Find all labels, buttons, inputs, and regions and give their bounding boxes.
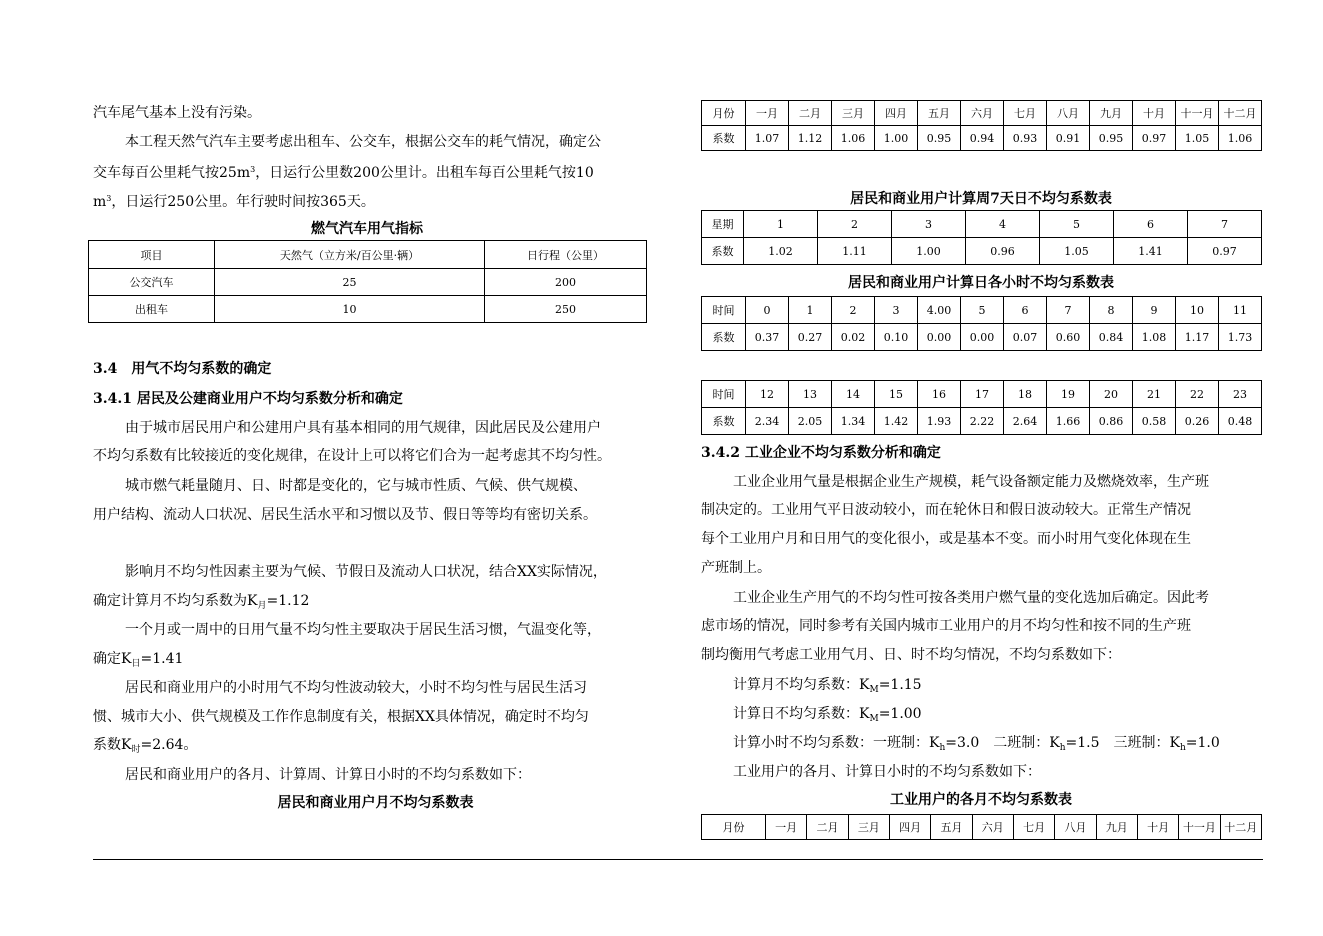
table-cell: 1 xyxy=(744,211,818,238)
table-cell: 1.41 xyxy=(1114,238,1188,265)
resident-hour-table-1 xyxy=(701,296,1262,351)
table-cell: 2.34 xyxy=(746,408,789,435)
table-cell: 十月 xyxy=(1137,815,1178,840)
table-cell: 三月 xyxy=(848,815,889,840)
section-heading: 3.4.1 居民及公建商业用户不均匀系数分析和确定 xyxy=(93,391,403,407)
table-cell: 1.08 xyxy=(1133,324,1176,351)
table-cell: 1.05 xyxy=(1040,238,1114,265)
table-cell: 一月 xyxy=(746,101,789,126)
table-cell: 十一月 xyxy=(1179,815,1220,840)
table-cell: 公交汽车 xyxy=(89,269,215,296)
paragraph-line: $m^3$，日运行250公里。年行驶时间按365天。 xyxy=(93,194,375,210)
table-cell: 0.02 xyxy=(832,324,875,351)
section-heading: 3.4.2 工业企业不均匀系数分析和确定 xyxy=(701,445,941,461)
table-cell: 0.07 xyxy=(1004,324,1047,351)
table-cell: 6 xyxy=(1004,297,1047,324)
table-cell: 1.73 xyxy=(1219,324,1262,351)
table-cell: 八月 xyxy=(1055,815,1096,840)
table-cell: 0.93 xyxy=(1004,126,1047,151)
table-cell: 十二月 xyxy=(1220,815,1261,840)
table-cell: 9 xyxy=(1133,297,1176,324)
table-cell: 0.91 xyxy=(1047,126,1090,151)
table-cell: 15 xyxy=(875,381,918,408)
table-cell: 6 xyxy=(1114,211,1188,238)
paragraph-line: 虑市场的情况，同时参考有关国内城市工业用户的月不均匀性和按不同的生产班 xyxy=(701,618,1191,634)
table-cell: 0.86 xyxy=(1090,408,1133,435)
paragraph-line: 不均匀系数有比较接近的变化规律，在设计上可以将它们合为一起考虑其不均匀性。 xyxy=(93,448,611,464)
table-cell: 六月 xyxy=(961,101,1004,126)
row-label: 月份 xyxy=(702,815,766,840)
table-header-cell: 天然气（立方米/百公里·辆） xyxy=(215,241,485,269)
table-cell: 0.27 xyxy=(789,324,832,351)
table-cell: 0.97 xyxy=(1188,238,1262,265)
table-header-cell: 项目 xyxy=(89,241,215,269)
vehicle-gas-table xyxy=(88,240,647,323)
table-cell: 1.00 xyxy=(892,238,966,265)
table-cell: 2 xyxy=(832,297,875,324)
table-cell: 16 xyxy=(918,381,961,408)
table-cell: 3 xyxy=(875,297,918,324)
table-cell: 0.94 xyxy=(961,126,1004,151)
paragraph-line: 居民和商业用户的各月、计算周、计算日小时的不均匀系数如下： xyxy=(125,767,531,783)
paragraph-line: 用户结构、流动人口状况、居民生活水平和习惯以及节、假日等等均有密切关系。 xyxy=(93,507,597,523)
table-cell: 1.66 xyxy=(1047,408,1090,435)
table-cell: 19 xyxy=(1047,381,1090,408)
table-cell: 7 xyxy=(1047,297,1090,324)
table-cell: 0.10 xyxy=(875,324,918,351)
table-cell: 七月 xyxy=(1013,815,1054,840)
footer-rule xyxy=(93,859,1263,860)
table-cell: 出租车 xyxy=(89,296,215,323)
vehicle-table-title: 燃气汽车用气指标 xyxy=(311,221,423,237)
paragraph-line: 产班制上。 xyxy=(701,560,771,576)
table-cell: 1.42 xyxy=(875,408,918,435)
paragraph-line: 确定计算月不均匀系数为$K_月=1.12$ xyxy=(93,593,310,611)
paragraph-line: 交车每百公里耗气按$25m^3$，日运行公里数200公里计。出租车每百公里耗气按10 xyxy=(93,165,594,181)
row-label: 系数 xyxy=(702,408,746,435)
table-cell: 25 xyxy=(215,269,485,296)
table-cell: 5 xyxy=(961,297,1004,324)
table-cell: 8 xyxy=(1090,297,1133,324)
paragraph-line: 计算月不均匀系数：$K_M=1.15$ xyxy=(733,677,922,695)
industrial-month-table xyxy=(701,814,1262,840)
table-cell: 一月 xyxy=(766,815,807,840)
paragraph-line: 制均衡用气考虑工业用气月、日、时不均匀情况，不均匀系数如下： xyxy=(701,647,1121,663)
table-cell: 1.06 xyxy=(832,126,875,151)
paragraph-line: 工业用户的各月、计算日小时的不均匀系数如下： xyxy=(733,764,1041,780)
table-cell: 2.64 xyxy=(1004,408,1047,435)
paragraph-line: 居民和商业用户的小时用气不均匀性波动较大，小时不均匀性与居民生活习 xyxy=(125,680,587,696)
table-cell: 二月 xyxy=(807,815,848,840)
row-label: 时间 xyxy=(702,297,746,324)
table-cell: 二月 xyxy=(789,101,832,126)
row-label: 月份 xyxy=(702,101,746,126)
table-cell: 0.48 xyxy=(1219,408,1262,435)
table-cell: 0.95 xyxy=(918,126,961,151)
row-label: 系数 xyxy=(702,238,744,265)
table-cell: 1.93 xyxy=(918,408,961,435)
row-label: 星期 xyxy=(702,211,744,238)
table-cell: 17 xyxy=(961,381,1004,408)
table-cell: 2 xyxy=(818,211,892,238)
table-cell: 1.06 xyxy=(1219,126,1262,151)
paragraph-line: 本工程天然气汽车主要考虑出租车、公交车，根据公交车的耗气情况，确定公 xyxy=(125,134,601,150)
section-heading: 3.4 用气不均匀系数的确定 xyxy=(93,361,272,377)
paragraph-line: 一个月或一周中的日用气量不均匀性主要取决于居民生活习惯，气温变化等， xyxy=(125,622,601,638)
table-cell: 0.26 xyxy=(1176,408,1219,435)
table-cell: 十月 xyxy=(1133,101,1176,126)
week-table-title: 居民和商业用户计算周7天日不均匀系数表 xyxy=(850,191,1112,207)
table-cell: 4.00 xyxy=(918,297,961,324)
table-cell: 0.84 xyxy=(1090,324,1133,351)
table-cell: 八月 xyxy=(1047,101,1090,126)
table-cell: 0.00 xyxy=(918,324,961,351)
table-cell: 0.00 xyxy=(961,324,1004,351)
table-cell: 7 xyxy=(1188,211,1262,238)
table-cell: 2.22 xyxy=(961,408,1004,435)
table-cell: 五月 xyxy=(931,815,972,840)
table-cell: 10 xyxy=(215,296,485,323)
table-cell: 12 xyxy=(746,381,789,408)
paragraph-line: 系数$K_时=2.64$。 xyxy=(93,737,198,755)
paragraph-line: 每个工业用户月和日用气的变化很小，或是基本不变。而小时用气变化体现在生 xyxy=(701,531,1191,547)
table-cell: 七月 xyxy=(1004,101,1047,126)
hour-table-title: 居民和商业用户计算日各小时不均匀系数表 xyxy=(848,275,1114,291)
table-cell: 1.11 xyxy=(818,238,892,265)
paragraph-line: 确定$K_日=1.41$ xyxy=(93,651,184,669)
table-cell: 14 xyxy=(832,381,875,408)
table-cell: 20 xyxy=(1090,381,1133,408)
table-cell: 11 xyxy=(1219,297,1262,324)
paragraph-line: 影响月不均匀性因素主要为气候、节假日及流动人口状况，结合XX实际情况， xyxy=(125,564,607,580)
paragraph-line: 计算日不均匀系数：$K_M=1.00$ xyxy=(733,706,922,724)
table-cell: 1.34 xyxy=(832,408,875,435)
table-cell: 九月 xyxy=(1096,815,1137,840)
table-cell: 250 xyxy=(485,296,647,323)
table-cell: 18 xyxy=(1004,381,1047,408)
paragraph-line: 城市燃气耗量随月、日、时都是变化的，它与城市性质、气候、供气规模、 xyxy=(125,478,587,494)
table-cell: 0.97 xyxy=(1133,126,1176,151)
row-label: 时间 xyxy=(702,381,746,408)
table-cell: 2.05 xyxy=(789,408,832,435)
table-cell: 13 xyxy=(789,381,832,408)
table-cell: 1.12 xyxy=(789,126,832,151)
resident-week-table xyxy=(701,210,1262,265)
paragraph-line: 工业企业生产用气的不均匀性可按各类用户燃气量的变化选加后确定。因此考 xyxy=(733,590,1209,606)
table-cell: 1.02 xyxy=(744,238,818,265)
resident-month-table xyxy=(701,100,1262,151)
paragraph-line: 工业企业用气量是根据企业生产规模，耗气设备额定能力及燃烧效率，生产班 xyxy=(733,474,1209,490)
table-cell: 0 xyxy=(746,297,789,324)
table-cell: 1.07 xyxy=(746,126,789,151)
table-cell: 22 xyxy=(1176,381,1219,408)
table-cell: 21 xyxy=(1133,381,1176,408)
table-cell: 四月 xyxy=(875,101,918,126)
table-cell: 十二月 xyxy=(1219,101,1262,126)
paragraph-line: 汽车尾气基本上没有污染。 xyxy=(93,105,261,121)
table-cell: 0.58 xyxy=(1133,408,1176,435)
table-cell: 0.95 xyxy=(1090,126,1133,151)
resident-hour-table-2 xyxy=(701,380,1262,435)
table-header-cell: 日行程（公里） xyxy=(485,241,647,269)
table-cell: 1 xyxy=(789,297,832,324)
table-cell: 十一月 xyxy=(1176,101,1219,126)
table-cell: 200 xyxy=(485,269,647,296)
industrial-table-title: 工业用户的各月不均匀系数表 xyxy=(890,792,1072,808)
table-cell: 23 xyxy=(1219,381,1262,408)
table-cell: 1.17 xyxy=(1176,324,1219,351)
table-cell: 五月 xyxy=(918,101,961,126)
table-cell: 1.00 xyxy=(875,126,918,151)
month-table-title: 居民和商业用户月不均匀系数表 xyxy=(277,795,474,811)
row-label: 系数 xyxy=(702,126,746,151)
table-cell: 0.96 xyxy=(966,238,1040,265)
table-cell: 0.37 xyxy=(746,324,789,351)
table-cell: 4 xyxy=(966,211,1040,238)
row-label: 系数 xyxy=(702,324,746,351)
table-cell: 四月 xyxy=(889,815,930,840)
paragraph-line: 计算小时不均匀系数：一班制：$K_h=3.0$ 二班制：$K_h=1.5$ 三班制：$K_h=1.0$ xyxy=(733,735,1220,753)
table-cell: 10 xyxy=(1176,297,1219,324)
paragraph-line: 惯、城市大小、供气规模及工作作息制度有关，根据XX具体情况，确定时不均匀 xyxy=(93,709,589,725)
table-cell: 六月 xyxy=(972,815,1013,840)
table-cell: 0.60 xyxy=(1047,324,1090,351)
paragraph-line: 制决定的。工业用气平日波动较小，而在轮休日和假日波动较大。正常生产情况 xyxy=(701,502,1191,518)
table-cell: 三月 xyxy=(832,101,875,126)
table-cell: 1.05 xyxy=(1176,126,1219,151)
table-cell: 5 xyxy=(1040,211,1114,238)
table-cell: 3 xyxy=(892,211,966,238)
table-cell: 九月 xyxy=(1090,101,1133,126)
paragraph-line: 由于城市居民用户和公建用户具有基本相同的用气规律，因此居民及公建用户 xyxy=(125,420,601,436)
